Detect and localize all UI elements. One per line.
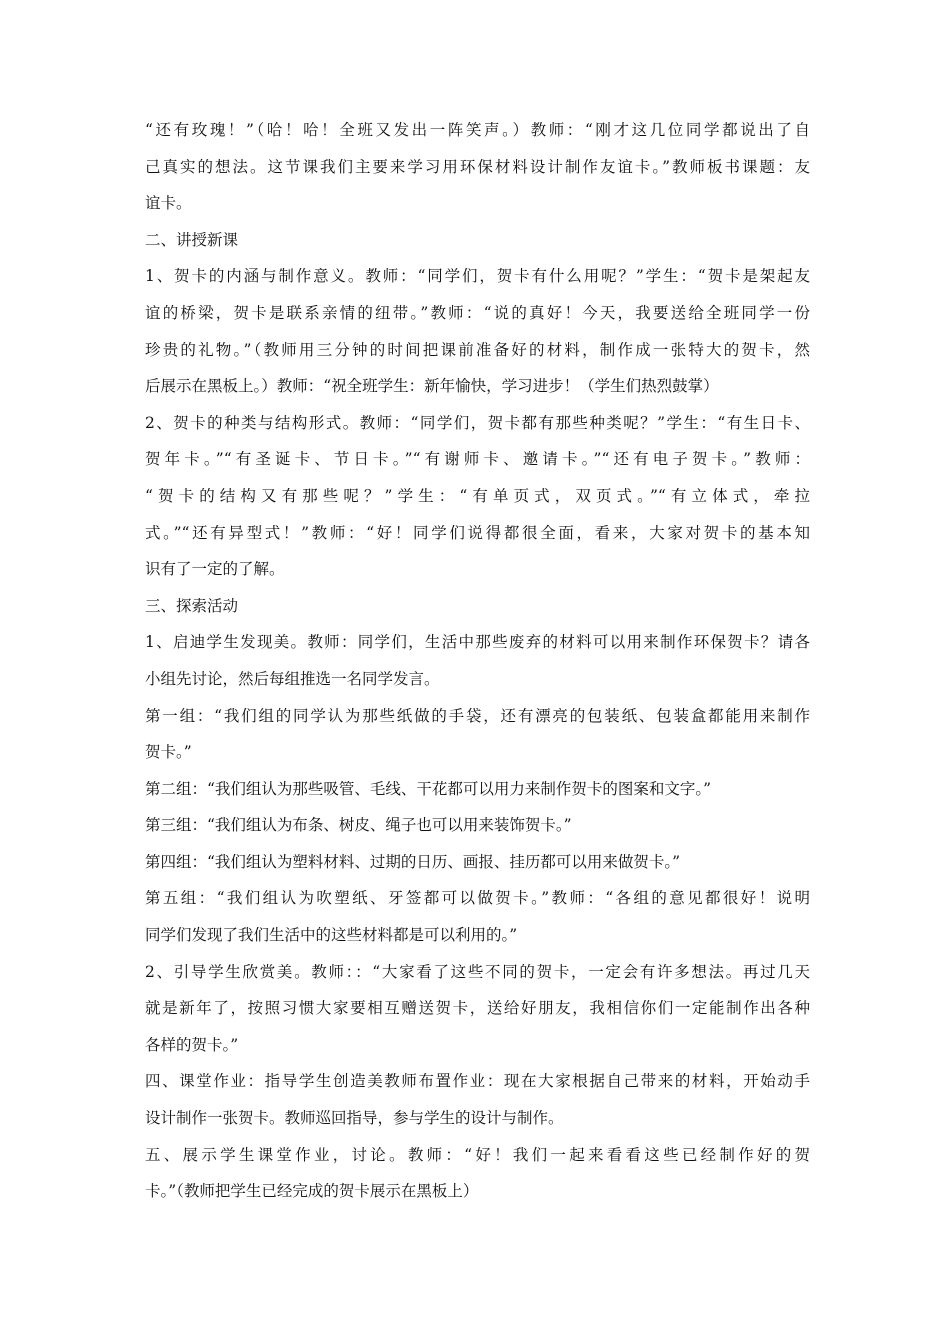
text-line: 四、课堂作业：指导学生创造美教师布置作业：现在大家根据自己带来的材料，开始动手 bbox=[145, 1072, 810, 1091]
text-line: 就是新年了，按照习惯大家要相互赠送贺卡，送给好朋友，我相信你们一定能制作出各种 bbox=[145, 999, 810, 1018]
text-line: 卡。”（教师把学生已经完成的贺卡展示在黑板上） bbox=[145, 1182, 479, 1201]
text-line: 谊的桥梁，贺卡是联系亲情的纽带。”教师：“说的真好！今天，我要送给全班同学一份 bbox=[145, 303, 810, 322]
text-line: “还有玫瑰！”（哈！哈！全班又发出一阵笑声。）教师：“刚才这几位同学都说出了自 bbox=[145, 121, 810, 139]
text-line: 贺年卡。”“有圣诞卡、节日卡。”“有谢师卡、邀请卡。”“还有电子贺卡。”教师： bbox=[145, 450, 810, 469]
text-line: 第五组：“我们组认为吹塑纸、牙签都可以做贺卡。”教师：“各组的意见都很好！说明 bbox=[145, 889, 810, 908]
text-line: 各样的贺卡。” bbox=[145, 1035, 239, 1054]
document-body bbox=[145, 112, 810, 1210]
text-line: “贺卡的结构又有那些呢？”学生：“有单页式，双页式。”“有立体式，牵拉 bbox=[145, 486, 810, 505]
text-line: 后展示在黑板上。）教师：“祝全班学生：新年愉快，学习进步！（学生们热烈鼓掌） bbox=[145, 377, 719, 396]
section-heading: 三、探索活动 bbox=[145, 596, 239, 615]
text-line: 式。”“还有异型式！”教师：“好！同学们说得都很全面，看来，大家对贺卡的基本知 bbox=[145, 523, 810, 542]
text-line: 五、展示学生课堂作业，讨论。教师：“好！我们一起来看看这些已经制作好的贺 bbox=[145, 1145, 810, 1164]
text-line: 珍贵的礼物。”（教师用三分钟的时间把课前准备好的材料，制作成一张特大的贺卡，然 bbox=[145, 340, 810, 359]
text-line: 识有了一定的了解。 bbox=[145, 560, 285, 579]
text-line: 第二组：“我们组认为那些吸管、毛线、干花都可以用力来制作贺卡的图案和文字。” bbox=[145, 779, 712, 798]
text-line: 1、贺卡的内涵与制作意义。教师：“同学们，贺卡有什么用呢？”学生：“贺卡是架起友 bbox=[145, 267, 810, 286]
text-line: 谊卡。 bbox=[145, 194, 192, 213]
text-line: 设计制作一张贺卡。教师巡回指导，参与学生的设计与制作。 bbox=[145, 1109, 564, 1128]
text-line: 己真实的想法。这节课我们主要来学习用环保材料设计制作友谊卡。”教师板书课题：友 bbox=[145, 157, 810, 176]
text-line: 1、启迪学生发现美。教师：同学们，生活中那些废弃的材料可以用来制作环保贺卡？请各 bbox=[145, 633, 810, 652]
text-line: 第四组：“我们组认为塑料材料、过期的日历、画报、挂历都可以用来做贺卡。” bbox=[145, 852, 681, 871]
text-line: 第三组：“我们组认为布条、树皮、绳子也可以用来装饰贺卡。” bbox=[145, 816, 572, 835]
text-line: 小组先讨论，然后每组推选一名同学发言。 bbox=[145, 669, 440, 688]
text-line: 贺卡。” bbox=[145, 743, 192, 762]
text-line: 同学们发现了我们生活中的这些材料都是可以利用的。” bbox=[145, 926, 518, 945]
text-line: 第一组：“我们组的同学认为那些纸做的手袋，还有漂亮的包装纸、包装盒都能用来制作 bbox=[145, 706, 810, 725]
section-heading: 二、讲授新课 bbox=[145, 230, 239, 249]
text-line: 2、引导学生欣赏美。教师：：“大家看了这些不同的贺卡，一定会有许多想法。再过几天 bbox=[145, 962, 810, 981]
text-line: 2、贺卡的种类与结构形式。教师：“同学们，贺卡都有那些种类呢？”学生：“有生日卡、 bbox=[145, 413, 810, 432]
